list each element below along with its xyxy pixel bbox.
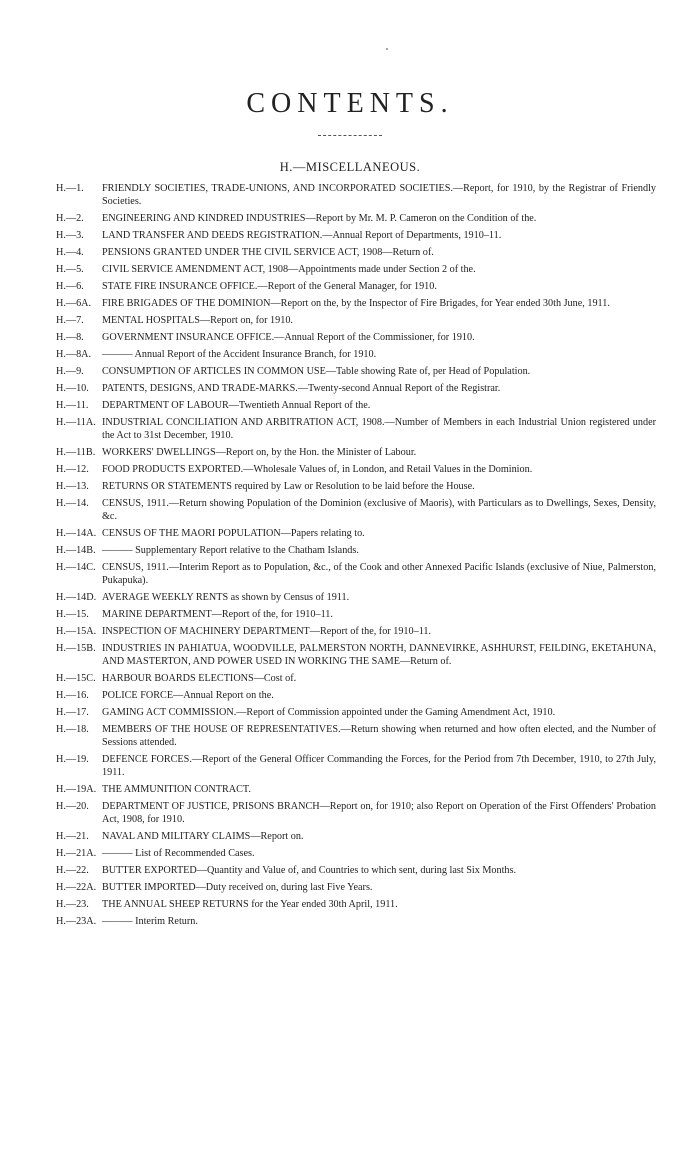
contents-entry (56, 212, 656, 225)
entry-code: H.—14C. (56, 562, 96, 573)
entry-code: H.—11B. (56, 447, 96, 458)
entry-text: ——— Annual Report of the Accident Insurance Branch, for 1910. (102, 349, 377, 360)
entry-text: DEPARTMENT OF LABOUR—Twentieth Annual Report of the. (102, 400, 371, 411)
entry-code: H.—14B. (56, 545, 96, 556)
entry-text: WORKERS' DWELLINGS—Report on, by the Hon. the Minister of Labour. (102, 447, 417, 458)
entry-text: GOVERNMENT INSURANCE OFFICE.—Annual Report of the Commissioner, for 1910. (102, 332, 475, 343)
entry-text: BUTTER IMPORTED—Duty received on, during last Five Years. (102, 882, 373, 893)
entry-text: FOOD PRODUCTS EXPORTED.—Wholesale Values of, in London, and Retail Values in the Dominion. (102, 464, 533, 475)
entry-text: FRIENDLY SOCIETIES, TRADE-UNIONS, AND INCORPORATED SOCIETIES.—Report, for 1910, by the Registrar of Friendly Societies. (102, 183, 656, 207)
contents-entry (56, 864, 656, 877)
entry-code: H.—6A. (56, 298, 92, 309)
entry-text: THE AMMUNITION CONTRACT. (102, 784, 251, 795)
entry-code: H.—14. (56, 498, 89, 509)
contents-entry (56, 297, 656, 310)
entry-code: H.—5. (56, 264, 84, 275)
contents-entry (56, 280, 656, 293)
contents-entry (56, 382, 656, 395)
contents-entry (56, 348, 656, 361)
entry-text: BUTTER EXPORTED—Quantity and Value of, and Countries to which sent, during last Six Months. (102, 865, 517, 876)
entry-text: INDUSTRIES IN PAHIATUA, WOODVILLE, PALMERSTON NORTH, DANNEVIRKE, ASHHURST, FEILDING, EKETAHUNA, AND MASTERTON, AND POWER USED IN WORKING THE SAME—Return of. (102, 643, 656, 667)
entry-text: DEFENCE FORCES.—Report of the General Officer Commanding the Forces, for the Period from 7th December, 1910, to 27th July, 1911. (102, 754, 656, 778)
entry-code: H.—20. (56, 801, 89, 812)
contents-entry (56, 915, 656, 928)
entry-text: ——— Interim Return. (102, 916, 198, 927)
entry-code: H.—21. (56, 831, 89, 842)
contents-entry (56, 229, 656, 242)
entry-code: H.—6. (56, 281, 84, 292)
contents-entry (56, 642, 656, 668)
entry-text: STATE FIRE INSURANCE OFFICE.—Report of the General Manager, for 1910. (102, 281, 437, 292)
entry-text: RETURNS OR STATEMENTS required by Law or Resolution to be laid before the House. (102, 481, 475, 492)
entry-code: H.—16. (56, 690, 89, 701)
contents-entry (56, 527, 656, 540)
contents-entry (56, 783, 656, 796)
entry-code: H.—7. (56, 315, 84, 326)
entry-code: H.—18. (56, 724, 89, 735)
entry-code: H.—11A. (56, 417, 96, 428)
entry-text: POLICE FORCE—Annual Report on the. (102, 690, 274, 701)
contents-entry (56, 263, 656, 276)
entry-code: H.—19. (56, 754, 89, 765)
contents-entry (56, 497, 656, 523)
contents-entry (56, 399, 656, 412)
contents-entry (56, 480, 656, 493)
contents-entry (56, 847, 656, 860)
entry-text: AVERAGE WEEKLY RENTS as shown by Census of 1911. (102, 592, 350, 603)
entry-text: CENSUS OF THE MAORI POPULATION—Papers relating to. (102, 528, 365, 539)
entry-code: H.—14A. (56, 528, 97, 539)
entry-code: H.—15B. (56, 643, 96, 654)
page-title: CONTENTS. (246, 88, 454, 119)
entry-text: MEMBERS OF THE HOUSE OF REPRESENTATIVES.—Return showing when returned and how often elected, and the Number of Sessions attended. (102, 724, 656, 748)
contents-entry (56, 881, 656, 894)
entry-text: CONSUMPTION OF ARTICLES IN COMMON USE—Table showing Rate of, per Head of Population. (102, 366, 531, 377)
contents-entry (56, 446, 656, 459)
contents-entry (56, 182, 656, 208)
entry-code: H.—11. (56, 400, 89, 411)
entry-text: NAVAL AND MILITARY CLAIMS—Report on. (102, 831, 304, 842)
entry-code: H.—21A. (56, 848, 97, 859)
entry-text: CENSUS, 1911.—Return showing Population of the Dominion (exclusive of Maoris), with Particulars as to Dwellings, Sexes, Density, &c. (102, 498, 656, 522)
entry-text: GAMING ACT COMMISSION.—Report of Commission appointed under the Gaming Amendment Act, 1910. (102, 707, 556, 718)
title-rule (318, 135, 382, 136)
entry-text: CENSUS, 1911.—Interim Report as to Population, &c., of the Cook and other Annexed Pacific Islands (exclusive of Niue, Palmerston, Pukapuka). (102, 562, 656, 586)
contents-entry (56, 830, 656, 843)
contents-entry (56, 314, 656, 327)
entry-text: CIVIL SERVICE AMENDMENT ACT, 1908—Appointments made under Section 2 of the. (102, 264, 476, 275)
contents-entry (56, 706, 656, 719)
contents-entry (56, 689, 656, 702)
entry-code: H.—22A. (56, 882, 97, 893)
entry-text: INDUSTRIAL CONCILIATION AND ARBITRATION ACT, 1908.—Number of Members in each Industrial Union registered under the Act to 31st December, 1910. (102, 417, 656, 441)
entry-code: H.—13. (56, 481, 89, 492)
entry-text: ——— List of Recommended Cases. (102, 848, 255, 859)
contents-entry (56, 723, 656, 749)
contents-entry (56, 246, 656, 259)
entry-code: H.—9. (56, 366, 84, 377)
entry-code: H.—3. (56, 230, 84, 241)
contents-entry (56, 898, 656, 911)
page-speck (386, 48, 388, 50)
entry-text: PATENTS, DESIGNS, AND TRADE-MARKS.—Twenty-second Annual Report of the Registrar. (102, 383, 501, 394)
contents-list (56, 182, 656, 932)
entry-code: H.—1. (56, 183, 84, 194)
entry-text: HARBOUR BOARDS ELECTIONS—Cost of. (102, 673, 297, 684)
contents-entry (56, 416, 656, 442)
entry-text: LAND TRANSFER AND DEEDS REGISTRATION.—Annual Report of Departments, 1910–11. (102, 230, 502, 241)
entry-code: H.—15A. (56, 626, 97, 637)
entry-code: H.—10. (56, 383, 89, 394)
entry-code: H.—14D. (56, 592, 97, 603)
entry-code: H.—23A. (56, 916, 97, 927)
contents-entry (56, 331, 656, 344)
entry-text: THE ANNUAL SHEEP RETURNS for the Year ended 30th April, 1911. (102, 899, 398, 910)
entry-code: H.—2. (56, 213, 84, 224)
entry-text: INSPECTION OF MACHINERY DEPARTMENT—Report of the, for 1910–11. (102, 626, 432, 637)
entry-code: H.—15. (56, 609, 89, 620)
entry-code: H.—12. (56, 464, 89, 475)
entry-text: DEPARTMENT OF JUSTICE, PRISONS BRANCH—Report on, for 1910; also Report on Operation of the First Offenders' Probation Act, 1908, for 1910. (102, 801, 656, 825)
contents-entry (56, 753, 656, 779)
entry-text: MENTAL HOSPITALS—Report on, for 1910. (102, 315, 293, 326)
contents-entry (56, 608, 656, 621)
entry-text: ENGINEERING AND KINDRED INDUSTRIES—Report by Mr. M. P. Cameron on the Condition of the. (102, 213, 537, 224)
contents-entry (56, 800, 656, 826)
entry-code: H.—15C. (56, 673, 96, 684)
contents-entry (56, 544, 656, 557)
entry-code: H.—22. (56, 865, 89, 876)
contents-entry (56, 463, 656, 476)
contents-entry (56, 365, 656, 378)
entry-text: PENSIONS GRANTED UNDER THE CIVIL SERVICE ACT, 1908—Return of. (102, 247, 434, 258)
entry-code: H.—4. (56, 247, 84, 258)
entry-code: H.—8. (56, 332, 84, 343)
entry-code: H.—8A. (56, 349, 92, 360)
entry-text: ——— Supplementary Report relative to the Chatham Islands. (102, 545, 359, 556)
contents-entry (56, 625, 656, 638)
entry-text: MARINE DEPARTMENT—Report of the, for 1910–11. (102, 609, 333, 620)
contents-entry (56, 561, 656, 587)
contents-entry (56, 672, 656, 685)
section-heading: H.—MISCELLANEOUS. (279, 160, 421, 174)
entry-code: H.—23. (56, 899, 89, 910)
entry-code: H.—19A. (56, 784, 97, 795)
contents-entry (56, 591, 656, 604)
entry-text: FIRE BRIGADES OF THE DOMINION—Report on the, by the Inspector of Fire Brigades, for Year ended 30th June, 1911. (102, 298, 610, 309)
entry-code: H.—17. (56, 707, 89, 718)
